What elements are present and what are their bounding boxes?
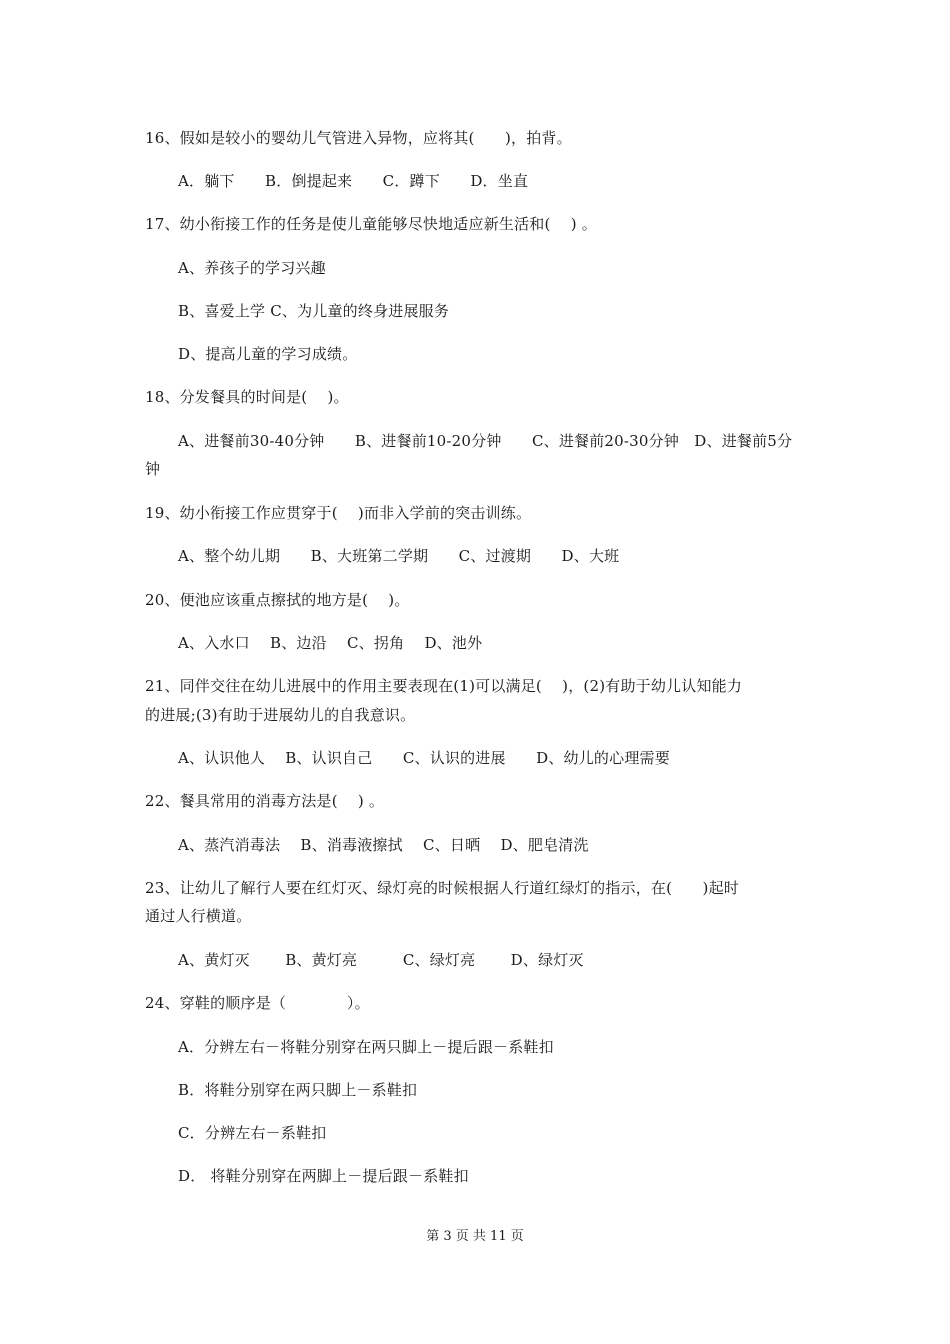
question-22: 22、餐具常用的消毒方法是( ) 。: [145, 792, 385, 810]
question-21-wrap: 的进展;(3)有助于进展幼儿的自我意识。: [145, 706, 416, 724]
question-20-options: A、入水口 B、边沿 C、拐角 D、池外: [178, 634, 483, 652]
question-24-option-c: C．分辨左右－系鞋扣: [178, 1124, 327, 1142]
question-24: 24、穿鞋的顺序是（ ）。: [145, 994, 370, 1012]
question-20: 20、便池应该重点擦拭的地方是( )。: [145, 591, 410, 609]
question-24-option-b: B．将鞋分别穿在两只脚上－系鞋扣: [178, 1081, 418, 1099]
question-18-options-wrap: 钟: [145, 460, 161, 478]
question-18: 18、分发餐具的时间是( )。: [145, 388, 349, 406]
question-16-options: A．躺下 B．倒提起来 C．蹲下 D．坐直: [178, 172, 529, 190]
question-21: 21、同伴交往在幼儿进展中的作用主要表现在(1)可以满足( )，(2)有助于幼儿认知能力: [145, 677, 743, 695]
question-23: 23、让幼儿了解行人要在红灯灭、绿灯亮的时候根据人行道红绿灯的指示，在( )起时: [145, 879, 739, 897]
question-17-option-d: D、提高儿童的学习成绩。: [178, 345, 358, 363]
question-17-option-a: A、养孩子的学习兴趣: [178, 259, 326, 277]
question-16: 16、假如是较小的婴幼儿气管进入异物，应将其( )，拍背。: [145, 129, 572, 147]
question-19: 19、幼小衔接工作应贯穿于( )而非入学前的突击训练。: [145, 504, 532, 522]
page-footer: 第 3 页 共 11 页: [426, 1229, 524, 1244]
question-23-wrap: 通过人行横道。: [145, 907, 252, 925]
question-19-options: A、整个幼儿期 B、大班第二学期 C、过渡期 D、大班: [178, 547, 620, 565]
question-22-options: A、蒸汽消毒法 B、消毒液擦拭 C、日晒 D、肥皂清洗: [178, 836, 589, 854]
question-23-options: A、黄灯灭 B、黄灯亮 C、绿灯亮 D、绿灯灭: [178, 951, 584, 969]
question-21-options: A、认识他人 B、认识自己 C、认识的进展 D、幼儿的心理需要: [178, 749, 670, 767]
question-18-options: A、进餐前30-40分钟 B、进餐前10-20分钟 C、进餐前20-30分钟 D、进餐前5分: [178, 432, 793, 450]
question-17: 17、幼小衔接工作的任务是使儿童能够尽快地适应新生活和( ) 。: [145, 215, 597, 233]
question-17-option-b-c: B、喜爱上学 C、为儿童的终身进展服务: [178, 302, 450, 320]
question-24-option-d: D． 将鞋分别穿在两脚上－提后跟－系鞋扣: [178, 1167, 469, 1185]
question-24-option-a: A．分辨左右－将鞋分别穿在两只脚上－提后跟－系鞋扣: [178, 1038, 554, 1056]
